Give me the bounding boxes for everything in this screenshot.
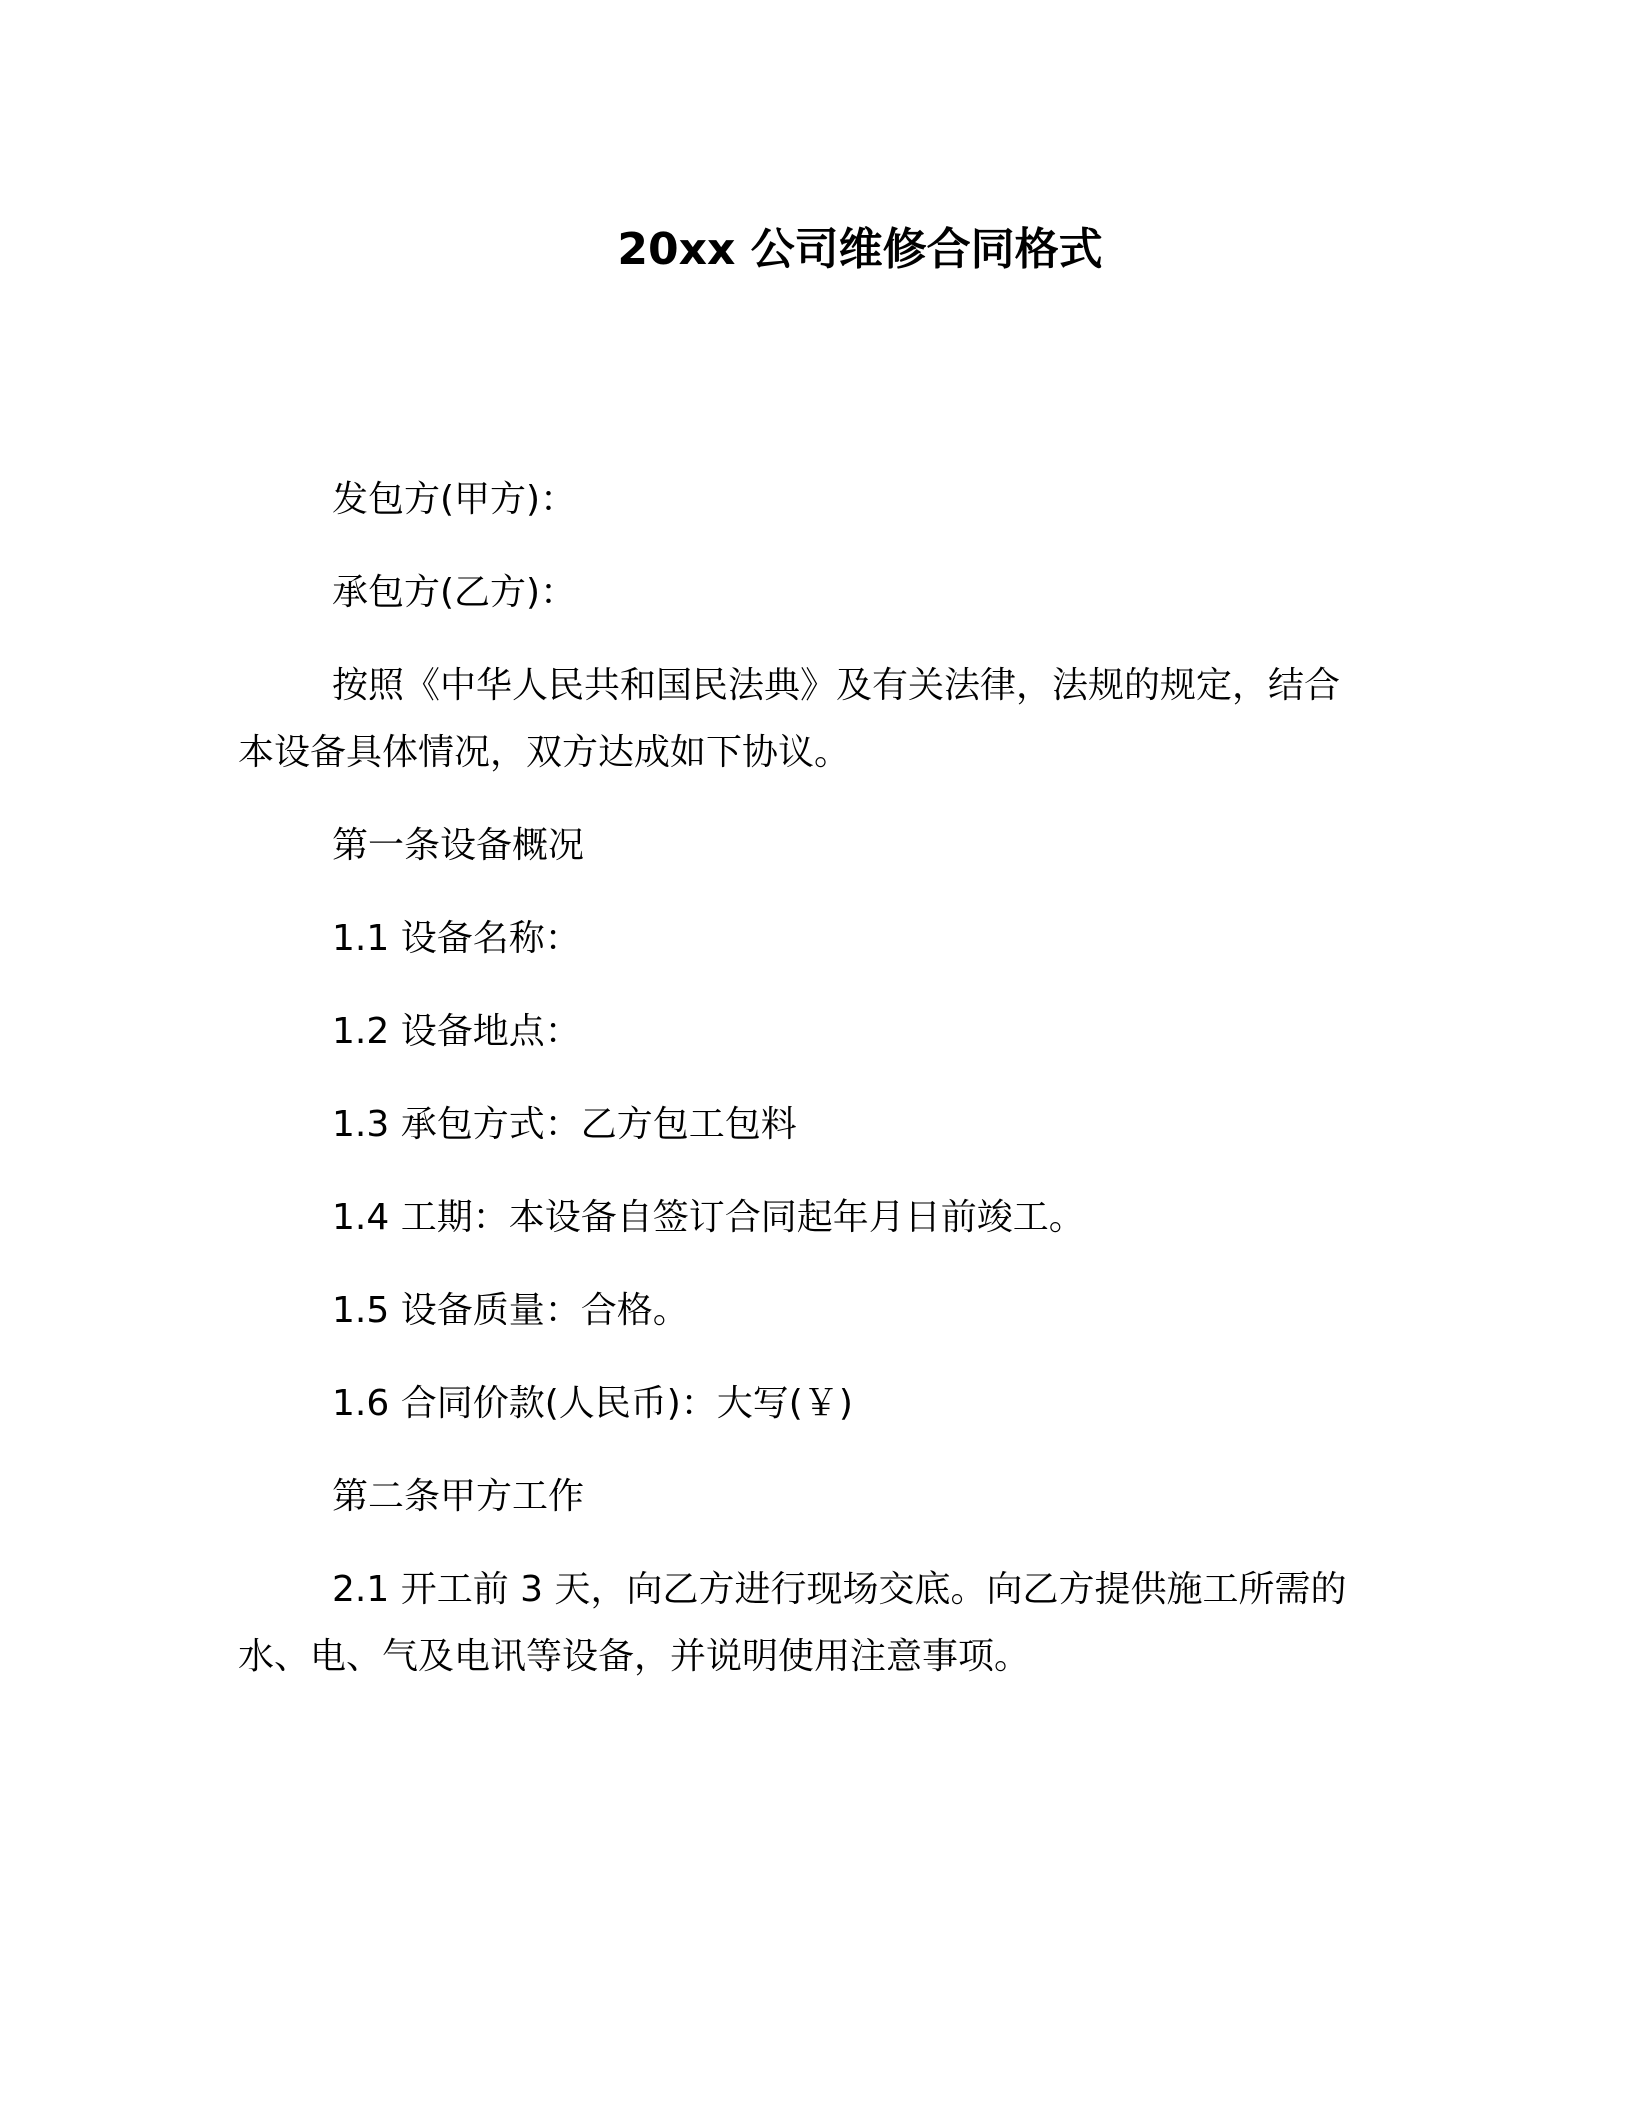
clause-1-6: 1.6 合同价款(人民币)：大写(￥) [332, 1383, 853, 1424]
article-1-heading: 第一条设备概况 [332, 825, 585, 866]
preamble-line-1: 按照《中华人民共和国民法典》及有关法律，法规的规定，结合 [332, 665, 1341, 706]
clause-2-1-line-1: 2.1 开工前 3 天，向乙方进行现场交底。向乙方提供施工所需的 [332, 1569, 1347, 1610]
clause-1-4: 1.4 工期：本设备自签订合同起年月日前竣工。 [332, 1197, 1085, 1238]
clause-2-1-line-2: 水、电、气及电讯等设备，并说明使用注意事项。 [238, 1636, 1031, 1677]
clause-1-1: 1.1 设备名称： [332, 918, 581, 959]
party-b-label: 承包方(乙方)： [332, 572, 577, 613]
document-title: 20xx 公司维修合同格式 [617, 224, 1103, 275]
clause-1-5: 1.5 设备质量：合格。 [332, 1290, 689, 1331]
clause-1-3: 1.3 承包方式：乙方包工包料 [332, 1104, 797, 1145]
clause-1-2: 1.2 设备地点： [332, 1011, 581, 1052]
article-2-heading: 第二条甲方工作 [332, 1476, 585, 1517]
preamble-line-2: 本设备具体情况，双方达成如下协议。 [238, 732, 851, 773]
party-a-label: 发包方(甲方)： [332, 479, 577, 520]
